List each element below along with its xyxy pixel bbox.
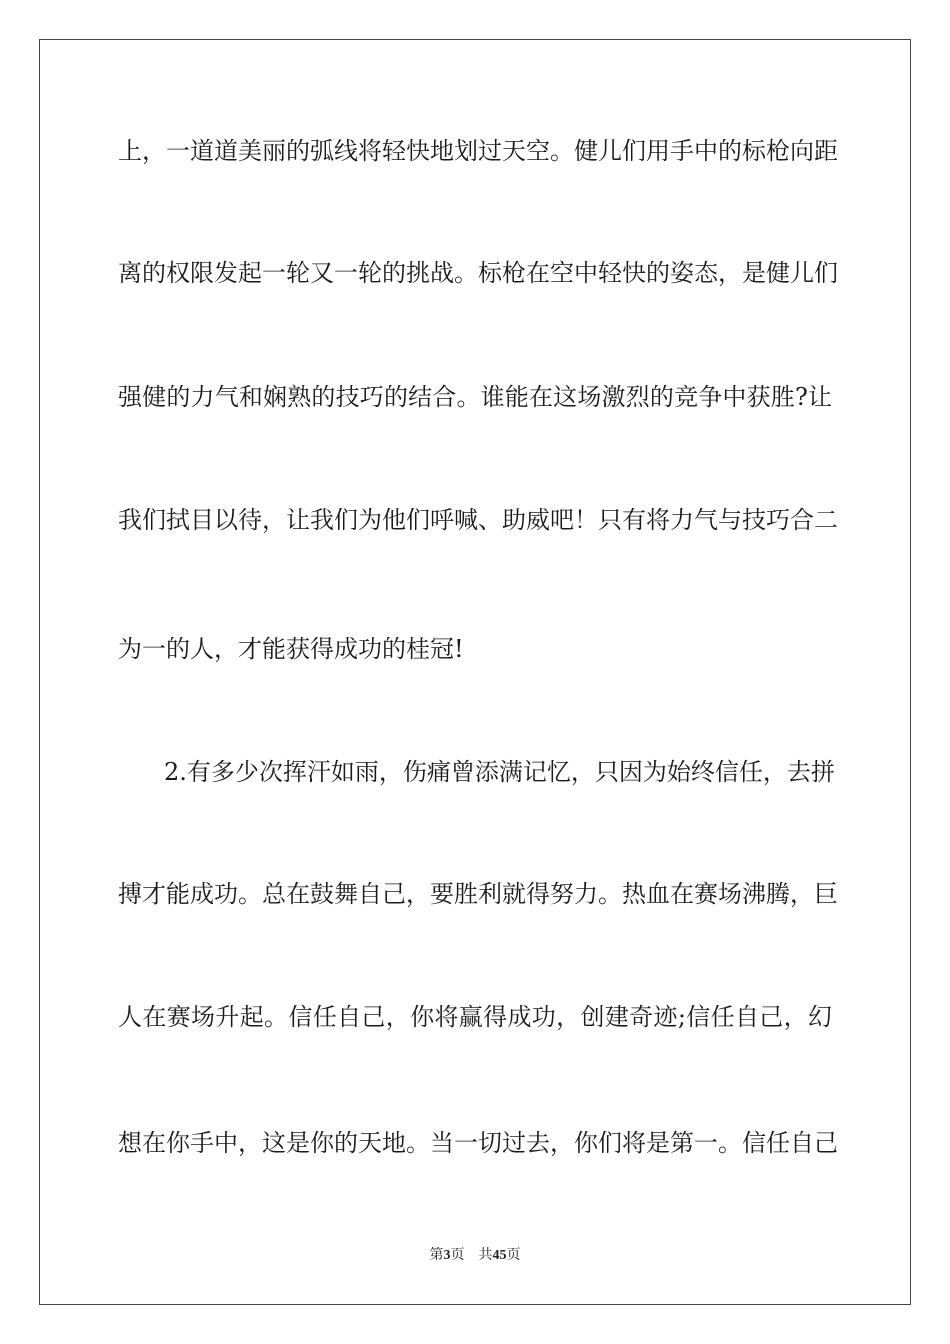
text-line-9: 想在你手中，这是你的天地。当一切过去，你们将是第一。信任自己: [118, 1129, 838, 1157]
text-line-4: 我们拭目以待，让我们为他们呼喊、助威吧！只有将力气与技巧合二: [118, 506, 838, 534]
text-line-1: 上，一道道美丽的弧线将轻快地划过天空。健儿们用手中的标枪向距: [118, 137, 838, 165]
page-total-number: 45: [492, 1248, 507, 1263]
text-line-2: 离的权限发起一轮又一轮的挑战。标枪在空中轻快的姿态，是健儿们: [118, 259, 838, 287]
text-line-5: 为一的人，才能获得成功的桂冠!: [118, 635, 464, 663]
page-footer: [0, 1247, 950, 1265]
page-border: [39, 39, 911, 1305]
page-suffix: 页: [450, 1248, 465, 1263]
text-line-8: 人在赛场升起。信任自己，你将赢得成功，创建奇迹;信任自己，幻: [118, 1003, 832, 1031]
total-suffix: 页: [506, 1248, 521, 1263]
page-current-number: 3: [443, 1248, 451, 1263]
text-line-3: 强健的力气和娴熟的技巧的结合。谁能在这场激烈的竞争中获胜?让: [118, 383, 832, 411]
text-line-7: 搏才能成功。总在鼓舞自己，要胜利就得努力。热血在赛场沸腾，巨: [118, 880, 838, 908]
paragraph-2-line-1: 2.有多少次挥汗如雨，伤痛曾添满记忆，只因为始终信任，去拼: [164, 758, 835, 786]
total-prefix: 共: [478, 1248, 493, 1263]
page-prefix: 第: [429, 1248, 444, 1263]
